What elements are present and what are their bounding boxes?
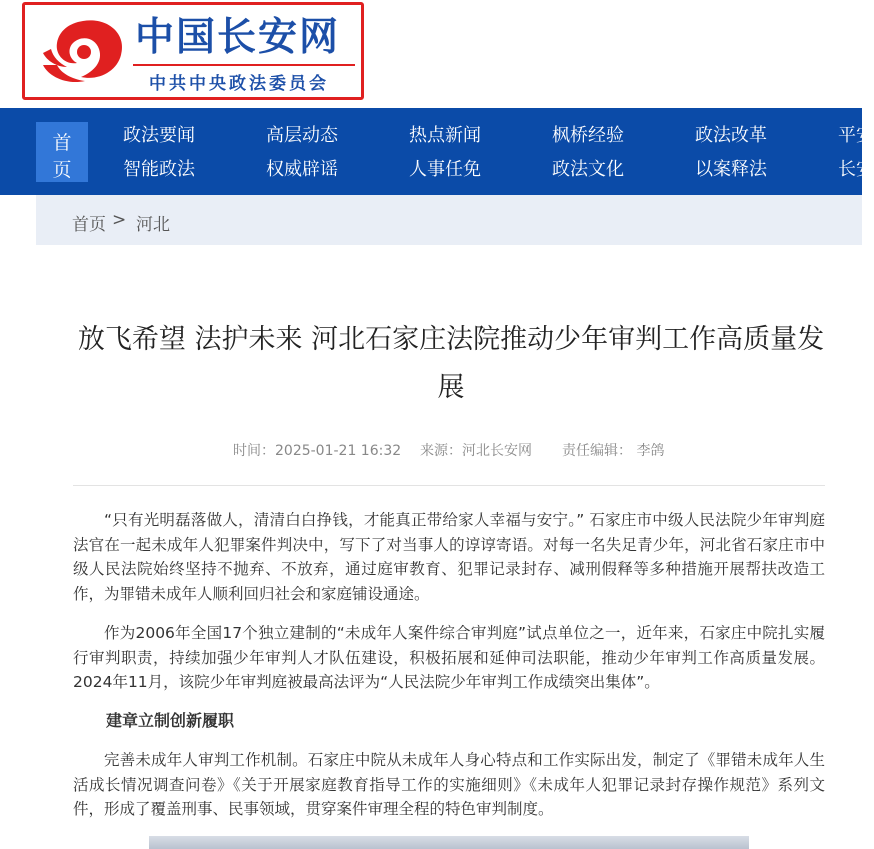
breadcrumb-separator: >: [112, 210, 127, 230]
nav-item-rumor[interactable]: 权威辟谣: [266, 159, 338, 180]
article-photo: [149, 836, 749, 849]
main-nav: [0, 108, 874, 195]
nav-item-case-law[interactable]: 以案释法: [695, 159, 767, 180]
article-paragraph: “只有光明磊落做人，清清白白挣钱，才能真正带给家人幸福与安宁。” 石家庄市中级人民法院少年审判庭法官在一起未成年人犯罪案件判决中，写下了对当事人的谆谆寄语。对每一名失足青少年，河北省石家庄市中级人民法院始终坚持不抛弃、不放弃，通过庭审教育、犯罪记录封存、减刑假释等多种措施开展帮扶改造工作，为罪错未成年人顺利回归社会和家庭铺设通途。: [73, 511, 825, 603]
article-editor: 责任编辑： 李鸽: [562, 443, 665, 459]
article-time: 时间：2025-01-21 16:32: [233, 443, 402, 459]
article-subheading: 建章立制创新履职: [106, 711, 235, 730]
nav-item-reform[interactable]: 政法改革: [695, 125, 767, 146]
nav-home[interactable]: [36, 122, 88, 182]
article-title: 放飞希望 法护未来 河北石家庄法院推动少年审判工作高质量发展: [77, 324, 825, 403]
logo-divider: [133, 64, 355, 66]
article-paragraph: 完善未成年人审判工作机制。石家庄中院从未成年人身心特点和工作实际出发，制定了《罪错未成年人生活成长情况调查问卷》《关于开展家庭教育指导工作的实施细则》《未成年人犯罪记录封存操作规范》系列文件，形成了覆盖刑事、民事领域，贯穿案件审理全程的特色审判制度。: [73, 751, 825, 818]
article-divider: [73, 485, 825, 486]
article-source: 来源：河北长安网: [420, 443, 532, 459]
breadcrumb-home[interactable]: 首页: [72, 215, 106, 235]
nav-item-hot-news[interactable]: 热点新闻: [409, 125, 481, 146]
site-header: [0, 0, 862, 108]
article-paragraph: 作为2006年全国17个独立建制的“未成年人案件综合审判庭”试点单位之一，近年来，石家庄中院扎实履行审判职责，持续加强少年审判人才队伍建设，积极拓展和延伸司法职能，推动少年审判工作高质量发展。2024年11月，该院少年审判庭被最高法评为“人民法院少年审判工作成绩突出集体”。: [73, 624, 825, 691]
logo-emblem-icon: [37, 15, 129, 87]
nav-item-safety[interactable]: 平安: [838, 125, 874, 146]
breadcrumb-current[interactable]: 河北: [136, 215, 170, 235]
site-subtitle: 中共中央政法委员会: [149, 74, 329, 94]
site-logo[interactable]: [22, 2, 364, 100]
nav-item-culture[interactable]: 政法文化: [552, 159, 624, 180]
nav-item-fengqiao[interactable]: 枫桥经验: [552, 125, 624, 146]
nav-home-label-2: 页: [52, 159, 72, 181]
nav-item-smart-law[interactable]: 智能政法: [123, 159, 195, 180]
breadcrumb: [36, 195, 862, 245]
site-title: 中国长安网: [135, 15, 341, 60]
nav-item-changan[interactable]: 长安: [838, 159, 874, 180]
nav-item-personnel[interactable]: 人事任免: [409, 159, 481, 180]
nav-item-leadership[interactable]: 高层动态: [266, 125, 338, 146]
nav-item-politics-news[interactable]: 政法要闻: [123, 125, 195, 146]
nav-home-label-1: 首: [52, 132, 72, 154]
